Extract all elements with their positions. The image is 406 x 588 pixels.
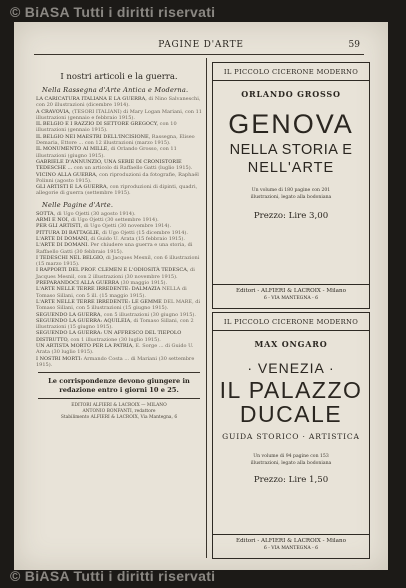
article-source: di Orlando Grosso, con 11 illustrazioni (giugno 1915). bbox=[36, 146, 177, 159]
ad-series-name: IL PICCOLO CICERONE MODERNO bbox=[223, 68, 359, 76]
ad-author: MAX ONGARO bbox=[254, 339, 328, 349]
ad-rule bbox=[213, 80, 369, 81]
article-source: Per chiudere una guerra e una storia, di Raffaello Gatti (30 febbraio 1915). bbox=[36, 242, 193, 255]
article-entry bbox=[36, 286, 204, 299]
article-title: SEGUENDO LA GUERRA: UN AFFRESCO DEL TIEPOLO DISTRUTTO, bbox=[36, 330, 182, 343]
article-title: IL BELGIO NEI MAESTRI DELL'INCISIONE, bbox=[36, 133, 151, 140]
article-entry bbox=[36, 172, 204, 185]
advertisement-venezia bbox=[212, 312, 370, 559]
article-source: di Ugo Ojetti (30 agosto 1914). bbox=[56, 210, 136, 217]
article-source: Armando Costa ... di Mariani (30 settembre 1915). bbox=[36, 355, 195, 368]
section-pagine-list bbox=[34, 211, 204, 368]
article-title: I RAPPORTI DEL PROF. CLEMEN E L'ODIOSITÀ TEDESCA, bbox=[36, 267, 189, 274]
article-source: di Guido U. Arata (15 febbraio 1915). bbox=[90, 235, 185, 242]
article-title: UN ARTISTA MORTO PER LA PATRIA, bbox=[36, 342, 134, 349]
article-title: GLI ARTISTI E LA GUERRA, bbox=[36, 184, 109, 191]
ad-address: 6 - VIA MANTEGNA - 6 bbox=[263, 296, 319, 301]
section-rassegna-title: Nella Rassegna d'Arte Antica e Moderna. bbox=[42, 86, 189, 94]
article-title: PER GLI ARTISTI, bbox=[36, 223, 83, 230]
article-title: L'ARTE NELLE TERRE IRREDENTE: DALMAZIA bbox=[36, 286, 161, 293]
ad-rule bbox=[213, 330, 369, 331]
article-source: con 1 illustrazione (30 luglio 1915). bbox=[70, 336, 161, 343]
article-source: di Tomaso Sillani, con 2 illustrazioni (15 giugno 1915). bbox=[36, 317, 194, 331]
ad-publisher-block bbox=[213, 534, 369, 552]
article-source: di Ugo Ojetti (30 settembre 1914). bbox=[70, 217, 159, 224]
ad-publisher-block bbox=[213, 284, 369, 302]
ad-info-line1: Un volume di 94 pagine con 153 bbox=[253, 454, 329, 459]
article-source: Rassegna, Eliseo Demaria, Ettore ... con 12 illustrazioni (marzo 1915). bbox=[36, 133, 195, 147]
article-title: IL BELGIO E I RAZZIO DI SETTORE GREGOCY, bbox=[36, 121, 159, 128]
ad-info-line2: illustrazioni, legato alla bodoniana bbox=[250, 461, 332, 466]
article-entry bbox=[36, 242, 204, 255]
ad-title-main: GENOVA bbox=[228, 109, 354, 139]
article-source: E. Sorge ... di Guido U. Arata (30 luglio 1915). bbox=[36, 342, 194, 356]
ad-price: Prezzo: Lire 3,00 bbox=[253, 211, 329, 221]
imprint-rule bbox=[38, 398, 200, 399]
article-title: SOTTA, bbox=[36, 210, 56, 217]
article-title: I NOSTRI MORTI: bbox=[36, 355, 83, 362]
submission-notice: Le corrispondenze devono giungere in redazione entro i giorni 10 e 25. bbox=[48, 377, 190, 394]
imprint-printer: Stabilimento ALFIERI & LACROIX, Via Mantegna, 6 bbox=[60, 415, 178, 421]
article-source: di Jacques Mesnil, con 2 illustrazioni (30 novembre 1915). bbox=[36, 267, 195, 280]
ad-address: 6 - VIA MANTEGNA - 6 bbox=[263, 546, 319, 551]
article-entry bbox=[36, 109, 204, 122]
article-title: SEGUENDO LA GUERRA, bbox=[36, 311, 103, 318]
ad-title-line2: NELLA STORIA E bbox=[229, 142, 353, 158]
article-title: ARMI E NOI, bbox=[36, 217, 70, 224]
ad-info-line2: illustrazioni, legato alla bodoniana bbox=[250, 195, 332, 200]
article-title: LA CARICATURA ITALIANA E LA GUERRA, bbox=[36, 96, 147, 102]
article-title: L'ARTE DI DOMANI. bbox=[36, 242, 89, 249]
article-entry bbox=[36, 267, 204, 280]
ad-title-main: IL PALAZZO bbox=[219, 377, 363, 403]
article-entry bbox=[36, 121, 204, 134]
articles-column bbox=[34, 58, 204, 558]
ad-publisher: Editori - ALFIERI & LACROIX - Milano bbox=[236, 288, 346, 294]
article-source: con riproduzioni da fotografie, Raphaël Polinni (agosto 1915). bbox=[36, 171, 199, 184]
article-title: PREPARANDOCI ALLA GUERRA bbox=[36, 280, 119, 287]
ad-publisher-rule bbox=[213, 534, 369, 535]
article-title: IL MONUMENTO AI MILLE, bbox=[36, 146, 110, 153]
watermark-bottom: © BiASA Tutti i diritti riservati bbox=[10, 568, 216, 584]
article-title: PITTURA DI BATTAGLIE, bbox=[36, 229, 101, 236]
article-source: di Ugo Ojetti (15 dicembre 1914). bbox=[102, 229, 188, 236]
ad-subtitle: GUIDA STORICO · ARTISTICA bbox=[222, 432, 360, 441]
imprint-editor: ANTONIO BONFANTI, redattore bbox=[82, 409, 156, 415]
notice-rule bbox=[38, 372, 200, 373]
article-source: (TESORI ITALIANI) di Mary Logan Mariani, con 11 illustrazioni (gennaio e febbraio 1915). bbox=[36, 108, 202, 121]
article-entry bbox=[36, 299, 204, 312]
article-entry bbox=[36, 255, 204, 268]
journal-page bbox=[14, 22, 388, 570]
article-entry bbox=[36, 184, 204, 197]
article-source: con 10 illustrazioni (gennaio 1915). bbox=[36, 121, 177, 134]
running-title: PAGINE D'ARTE bbox=[158, 40, 244, 50]
article-source: DEL MARE, di Tomaso Sillani, con 5 illustrazioni (15 giugno 1915). bbox=[36, 298, 201, 312]
article-entry bbox=[36, 330, 204, 343]
article-source: con 5 illustrazioni (30 giugno 1915). bbox=[103, 311, 196, 318]
article-title: SEGUENDO LA GUERRA: AQUILEIA, bbox=[36, 317, 132, 324]
articles-heading: I nostri articoli e la guerra. bbox=[60, 72, 178, 82]
page-number: 59 bbox=[348, 40, 360, 50]
article-entry bbox=[36, 96, 204, 109]
article-source: di Nino Salvaneschi, con 20 illustrazioni (dicembre 1914). bbox=[36, 96, 201, 109]
article-title: I TEDESCHI NEL BELGIO, bbox=[36, 254, 105, 261]
ad-publisher-rule bbox=[213, 284, 369, 285]
article-source: con riproduzioni di dipinti, quadri, allegorie di guerra (settembre 1915). bbox=[36, 184, 198, 197]
ad-author: ORLANDO GROSSO bbox=[241, 89, 341, 99]
advertisement-genova bbox=[212, 62, 370, 309]
article-title: A CRAVOVIA, bbox=[36, 108, 71, 115]
article-source: di Jacques Mesnil, con 6 illustrazioni (15 marzo 1915). bbox=[36, 254, 200, 268]
ad-publisher: Editori - ALFIERI & LACROIX - Milano bbox=[236, 538, 346, 544]
article-source: con un articolo di Raffaello Gatti (luglio 1915). bbox=[73, 165, 193, 172]
section-pagine-title: Nelle Pagine d'Arte. bbox=[42, 200, 114, 209]
ad-price: Prezzo: Lire 1,50 bbox=[253, 475, 329, 485]
article-entry bbox=[36, 146, 204, 159]
article-entry bbox=[36, 356, 204, 369]
article-entry bbox=[36, 318, 204, 331]
header-rule bbox=[34, 54, 364, 55]
article-title: L'ARTE NELLE TERRE IRREDENTE: LE GEMME bbox=[36, 298, 162, 305]
article-source: NELLA di Tomaso Sillani, con 5 ill. (15 maggio 1915). bbox=[36, 286, 187, 299]
article-source: (30 maggio 1915). bbox=[120, 280, 168, 287]
column-divider bbox=[206, 58, 207, 558]
article-entry bbox=[36, 159, 204, 172]
running-header bbox=[14, 40, 388, 54]
ad-series-name: IL PICCOLO CICERONE MODERNO bbox=[223, 318, 359, 326]
article-entry bbox=[36, 343, 204, 356]
article-title: GABRIELE D'ANNUNZIO, UNA SERIE DI CRONISTORIE TEDESCHE ... bbox=[36, 158, 182, 172]
article-source: di Ugo Ojetti (30 novembre 1914). bbox=[83, 223, 172, 230]
ad-info-line1: Un volume di 180 pagine con 201 bbox=[251, 188, 331, 193]
watermark-top: © BiASA Tutti i diritti riservati bbox=[10, 4, 216, 20]
imprint-publisher: EDITORI ALFIERI & LACROIX — MILANO bbox=[71, 403, 167, 409]
article-title: VICINO ALLA GUERRA, bbox=[36, 171, 98, 178]
section-rassegna-list bbox=[34, 96, 204, 197]
ad-title-city: · VENEZIA · bbox=[247, 360, 335, 376]
article-title: L'ARTE DI DOMANI, bbox=[36, 235, 89, 242]
ad-title-line3: DUCALE bbox=[239, 401, 343, 427]
ad-title-line3: NELL'ARTE bbox=[247, 159, 335, 176]
article-entry bbox=[36, 134, 204, 147]
